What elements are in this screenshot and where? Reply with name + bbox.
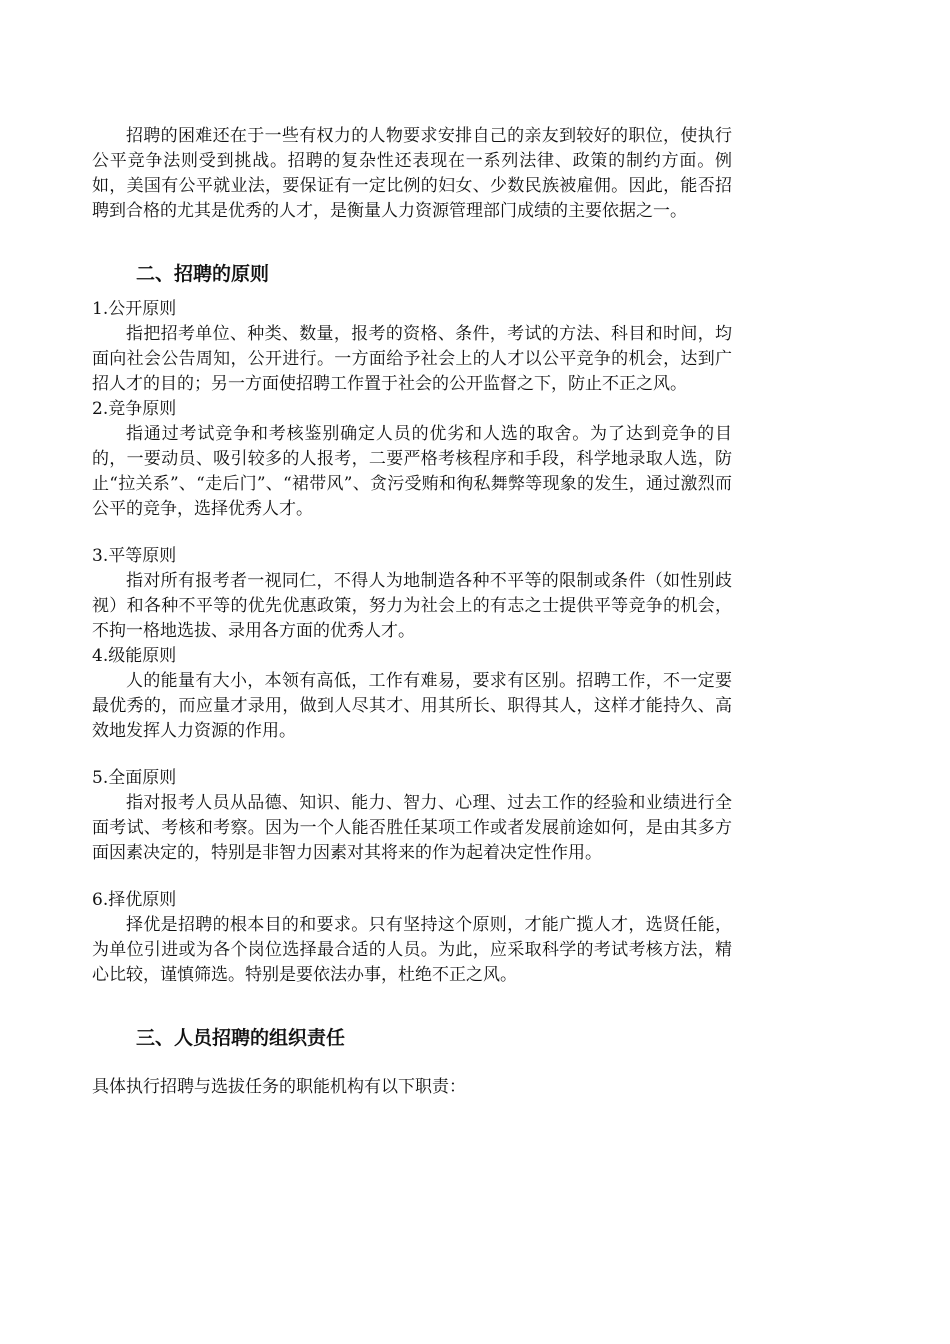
- principle-title: 2.竞争原则: [92, 399, 177, 419]
- section-heading-principles: 二、招聘的原则: [136, 263, 270, 285]
- principle-item-competition: [92, 397, 732, 522]
- principle-item-merit: [92, 888, 732, 988]
- principle-title: 3.平等原则: [92, 546, 177, 566]
- principle-text: 人的能量有大小，本领有高低，工作有难易，要求有区别。招聘工作，不一定要最优秀的，而应量才录用，做到人尽其才、用其所长、职得其人，这样才能持久、高效地发挥人力资源的作用。: [92, 671, 732, 741]
- principle-text: 指对所有报考者一视同仁，不得人为地制造各种不平等的限制或条件（如性别歧视）和各种不平等的优先优惠政策，努力为社会上的有志之士提供平等竞争的机会，不拘一格地选拔、录用各方面的优秀人才。: [92, 571, 732, 641]
- principle-text: 择优是招聘的根本目的和要求。只有坚持这个原则，才能广揽人才，选贤任能，为单位引进或为各个岗位选择最合适的人员。为此，应采取科学的考试考核方法，精心比较，谨慎筛选。特别是要依法办事，杜绝不正之风。: [92, 915, 732, 985]
- principle-title: 4.级能原则: [92, 646, 177, 666]
- principle-item-equality: [92, 544, 732, 644]
- document-page: [92, 124, 732, 1100]
- principle-title: 1.公开原则: [92, 299, 177, 319]
- responsibility-paragraph: 具体执行招聘与选拔任务的职能机构有以下职责：: [92, 1077, 466, 1097]
- principle-text: 指通过考试竞争和考核鉴别确定人员的优劣和人选的取舍。为了达到竞争的目的，一要动员、吸引较多的人报考，二要严格考核程序和手段，科学地录取人选，防止“拉关系”、“走后门”、“裙带风”、贪污受贿和徇私舞弊等现象的发生，通过激烈而公平的竞争，选择优秀人才。: [92, 424, 732, 519]
- principle-text: 指把招考单位、种类、数量，报考的资格、条件，考试的方法、科目和时间，均面向社会公告周知，公开进行。一方面给予社会上的人才以公平竞争的机会，达到广招人才的目的；另一方面使招聘工作置于社会的公开监督之下，防止不正之风。: [92, 324, 732, 394]
- principle-item-level: [92, 644, 732, 744]
- principle-item-open: [92, 297, 732, 397]
- intro-paragraph: 招聘的困难还在于一些有权力的人物要求安排自己的亲友到较好的职位，使执行公平竞争法则受到挑战。招聘的复杂性还表现在一系列法律、政策的制约方面。例如，美国有公平就业法，要保证有一定比例的妇女、少数民族被雇佣。因此，能否招聘到合格的尤其是优秀的人才，是衡量人力资源管理部门成绩的主要依据之一。: [92, 126, 732, 221]
- principle-title: 6.择优原则: [92, 890, 177, 910]
- section-heading-responsibility: 三、人员招聘的组织责任: [136, 1027, 346, 1049]
- principle-item-comprehensive: [92, 766, 732, 866]
- principle-title: 5.全面原则: [92, 768, 177, 788]
- principle-text: 指对报考人员从品德、知识、能力、智力、心理、过去工作的经验和业绩进行全面考试、考核和考察。因为一个人能否胜任某项工作或者发展前途如何，是由其多方面因素决定的，特别是非智力因素对其将来的作为起着决定性作用。: [92, 793, 732, 863]
